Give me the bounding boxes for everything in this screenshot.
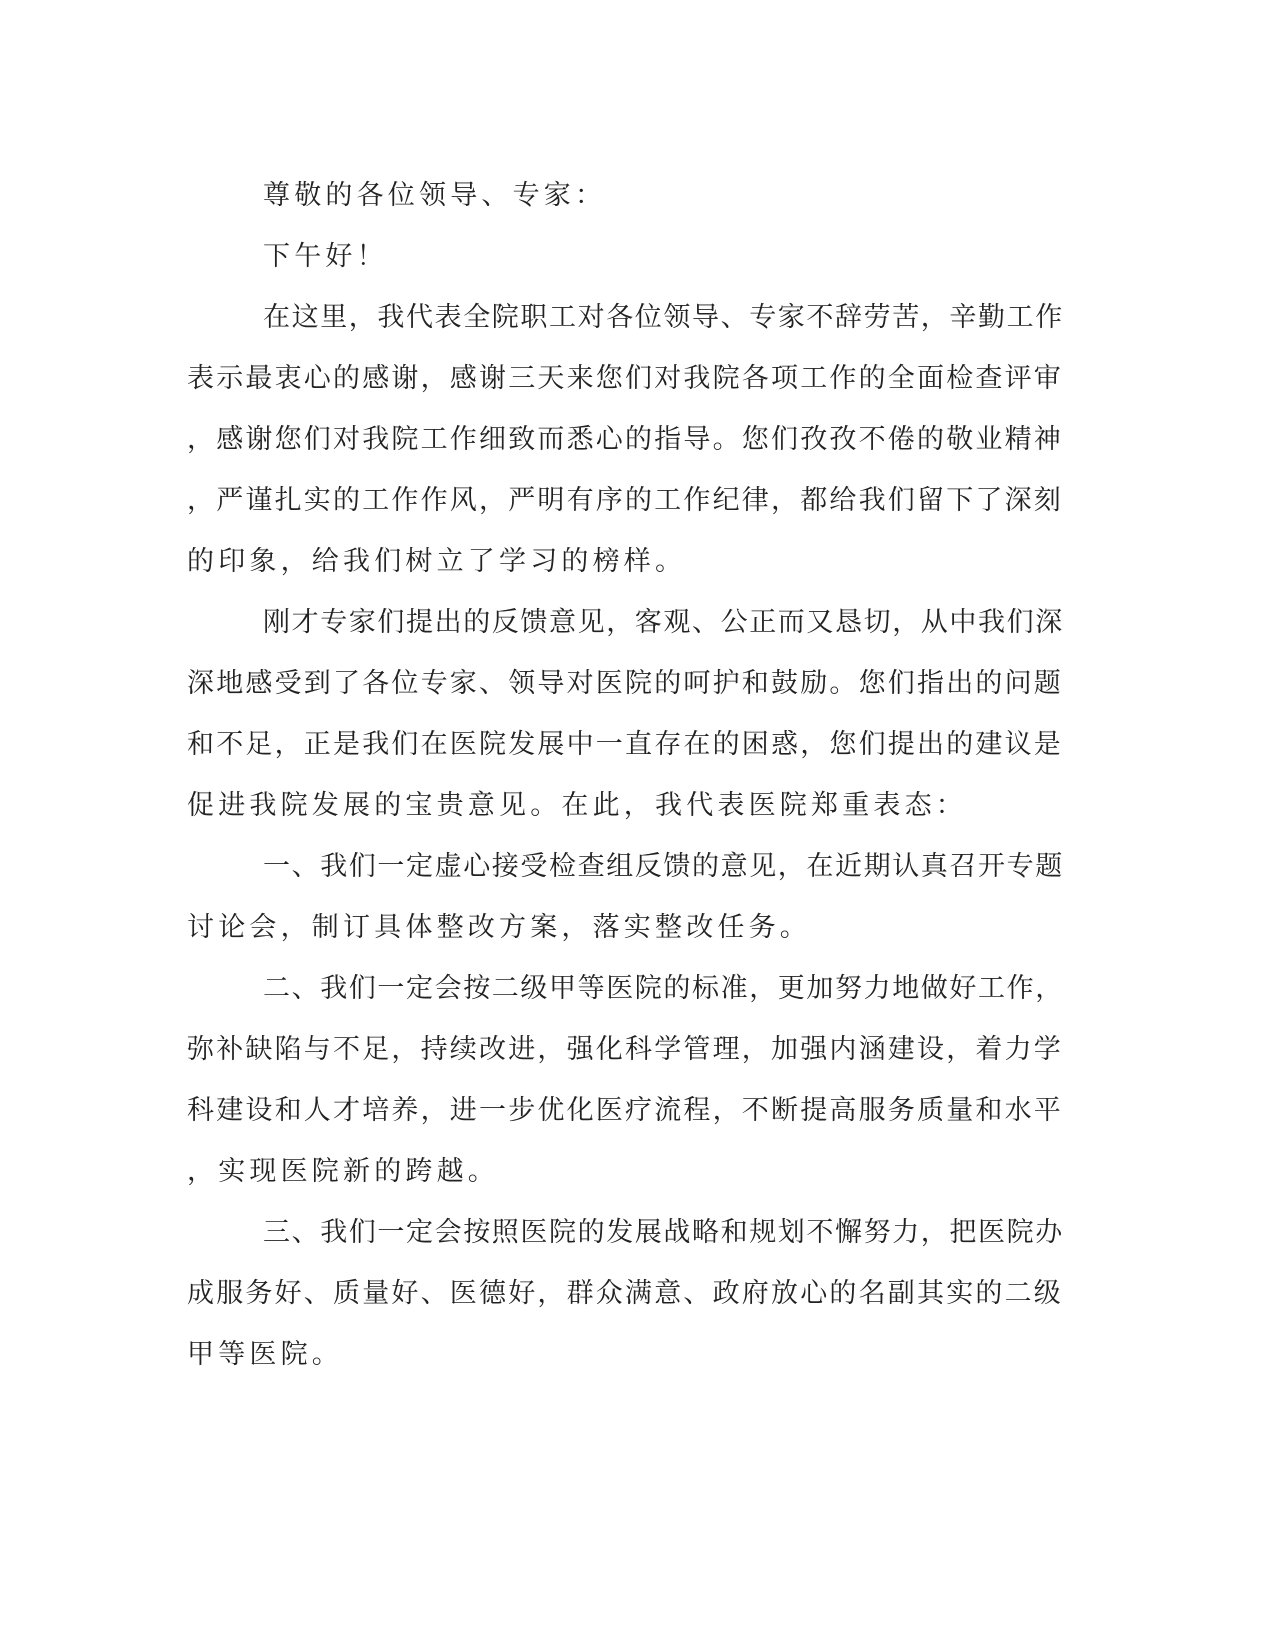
text-line: 的印象，给我们树立了学习的榜样。 <box>187 546 687 577</box>
text-line: 成服务好、质量好、医德好，群众满意、政府放心的名副其实的二级 <box>187 1278 1063 1309</box>
text-line: 深地感受到了各位专家、领导对医院的呵护和鼓励。您们指出的问题 <box>187 668 1063 699</box>
text-line: 下午好！ <box>263 241 388 272</box>
text-line: ，严谨扎实的工作作风，严明有序的工作纪律，都给我们留下了深刻 <box>187 485 1063 516</box>
text-line: 甲等医院。 <box>187 1339 343 1370</box>
text-line: 二、我们一定会按二级甲等医院的标准，更加努力地做好工作， <box>263 973 1064 1004</box>
text-line: 表示最衷心的感谢，感谢三天来您们对我院各项工作的全面检查评审 <box>187 363 1063 394</box>
text-line: 三、我们一定会按照医院的发展战略和规划不懈努力，把医院办 <box>263 1217 1064 1248</box>
text-line: 在这里，我代表全院职工对各位领导、专家不辞劳苦，辛勤工作 <box>263 302 1064 333</box>
document-body <box>187 165 1067 1385</box>
text-line: 讨论会，制订具体整改方案，落实整改任务。 <box>187 912 811 943</box>
text-line: 一、我们一定虚心接受检查组反馈的意见，在近期认真召开专题 <box>263 851 1064 882</box>
text-line: 促进我院发展的宝贵意见。在此，我代表医院郑重表态： <box>187 790 967 821</box>
text-line: 尊敬的各位领导、专家： <box>263 180 607 211</box>
text-line: 刚才专家们提出的反馈意见，客观、公正而又恳切，从中我们深 <box>263 607 1064 638</box>
text-line: 和不足，正是我们在医院发展中一直存在的困惑，您们提出的建议是 <box>187 729 1063 760</box>
text-line: 弥补缺陷与不足，持续改进，强化科学管理，加强内涵建设，着力学 <box>187 1034 1063 1065</box>
text-line: ，感谢您们对我院工作细致而悉心的指导。您们孜孜不倦的敬业精神 <box>187 424 1063 455</box>
text-line: 科建设和人才培养，进一步优化医疗流程，不断提高服务质量和水平 <box>187 1095 1063 1126</box>
text-line: ，实现医院新的跨越。 <box>187 1156 499 1187</box>
